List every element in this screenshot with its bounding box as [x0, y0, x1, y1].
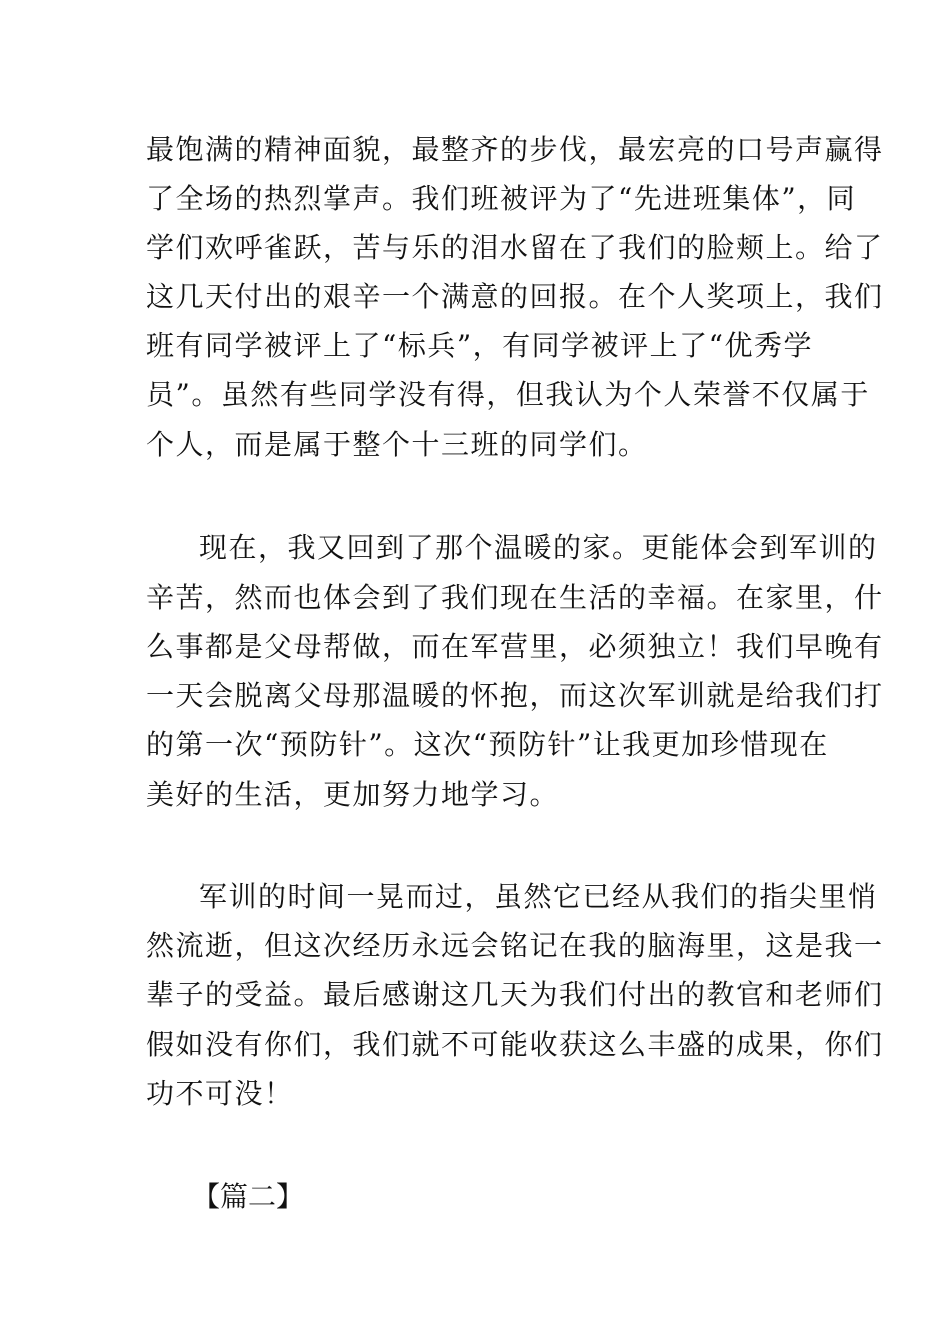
paragraph-1-line-2: 了全场的热烈掌声。我们班被评为了“先进班集体”，同 [146, 182, 857, 215]
paragraph-2-line-5: 的第一次“预防针”。这次“预防针”让我更加珍惜现在 [146, 728, 829, 761]
paragraph-2-line-2: 辛苦，然而也体会到了我们现在生活的幸福。在家里，什 [146, 581, 884, 614]
paragraph-2-line-4: 一天会脱离父母那温暖的怀抱，而这次军训就是给我们打 [146, 679, 884, 712]
section-heading: 【篇二】 [192, 1180, 305, 1213]
paragraph-1-line-4: 这几天付出的艰辛一个满意的回报。在个人奖项上，我们 [146, 280, 884, 313]
paragraph-3-line-2: 然流逝，但这次经历永远会铭记在我的脑海里，这是我一 [146, 929, 884, 962]
paragraph-2-line-1: 现在，我又回到了那个温暖的家。更能体会到军训的 [199, 531, 878, 564]
paragraph-2-line-3: 么事都是父母帮做，而在军营里，必须独立！我们早晚有 [146, 630, 884, 663]
paragraph-1-line-6: 员”。虽然有些同学没有得，但我认为个人荣誉不仅属于 [146, 378, 870, 411]
paragraph-1-line-7: 个人，而是属于整个十三班的同学们。 [146, 428, 648, 461]
paragraph-1-line-1: 最饱满的精神面貌，最整齐的步伐，最宏亮的口号声赢得 [146, 133, 884, 166]
paragraph-3-line-1: 军训的时间一晃而过，虽然它已经从我们的指尖里悄 [199, 880, 878, 913]
paragraph-1-line-5: 班有同学被评上了“标兵”，有同学被评上了“优秀学 [146, 329, 813, 362]
paragraph-2-line-6: 美好的生活，更加努力地学习。 [146, 778, 560, 811]
paragraph-3-line-5: 功不可没！ [146, 1077, 294, 1110]
paragraph-1-line-3: 学们欢呼雀跃，苦与乐的泪水留在了我们的脸颊上。给了 [146, 231, 884, 264]
paragraph-3-line-4: 假如没有你们，我们就不可能收获这么丰盛的成果，你们 [146, 1028, 884, 1061]
paragraph-3-line-3: 辈子的受益。最后感谢这几天为我们付出的教官和老师们 [146, 978, 884, 1011]
